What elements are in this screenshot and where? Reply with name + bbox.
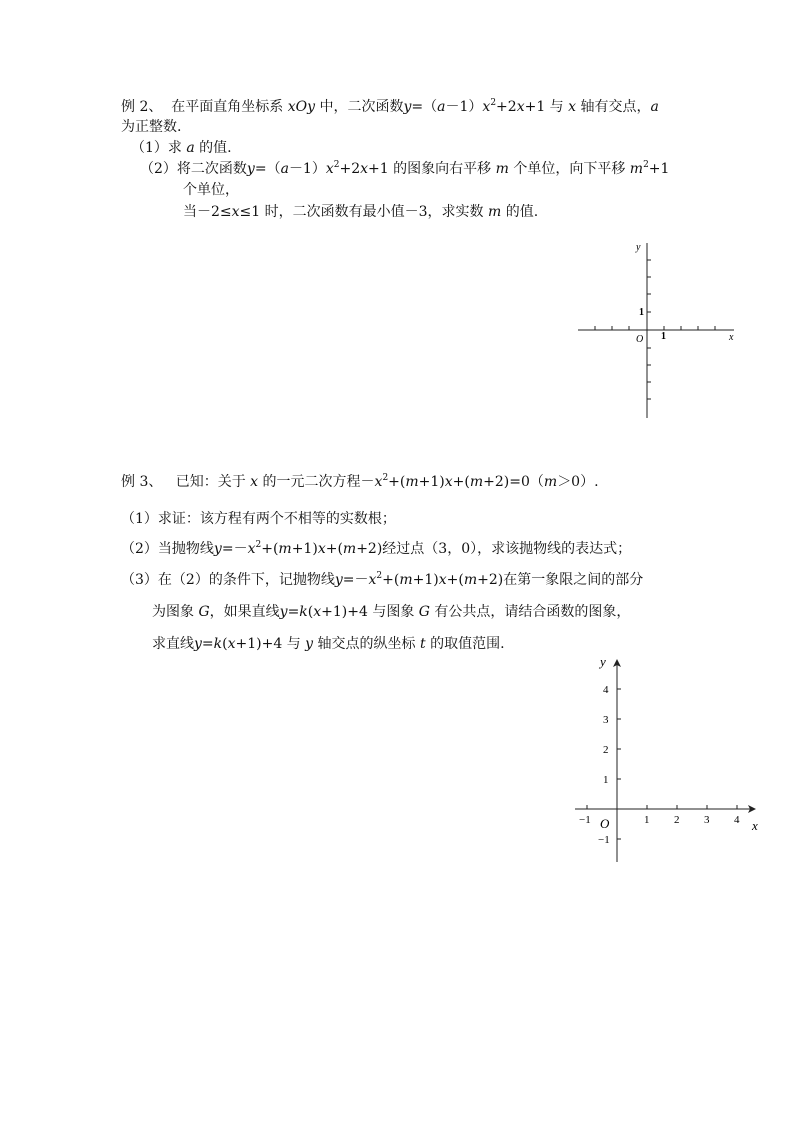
var: k bbox=[299, 604, 308, 620]
ex2-origin-label: O bbox=[636, 334, 644, 345]
var: xOy bbox=[287, 99, 316, 115]
ex3-y-tick-label: 1 bbox=[603, 774, 609, 786]
exp: 2 bbox=[382, 473, 389, 483]
var: x bbox=[444, 474, 453, 490]
var: G bbox=[198, 604, 210, 620]
var: x bbox=[313, 604, 322, 620]
text: = bbox=[201, 636, 214, 652]
var: x bbox=[568, 99, 577, 115]
ex3-y-tick-label: −1 bbox=[598, 834, 610, 846]
text: 在平面直角坐标系 bbox=[171, 99, 288, 115]
var: m bbox=[405, 474, 419, 490]
text: 有公共点，请结合函数的图象， bbox=[429, 604, 631, 620]
ex3-question-3 bbox=[121, 571, 643, 589]
text: （1）求 bbox=[131, 140, 187, 156]
text: （2）当抛物线 bbox=[121, 541, 214, 557]
text: 个单位，向下平移 bbox=[508, 161, 630, 177]
ex3-origin-label: O bbox=[600, 816, 610, 831]
ex3-question-1: （1）求证：该方程有两个不相等的实数根； bbox=[121, 511, 396, 527]
var: m bbox=[469, 474, 484, 490]
var: y bbox=[246, 161, 255, 177]
var: x bbox=[368, 572, 377, 588]
text: （3）在（2）的条件下，记抛物线 bbox=[121, 572, 335, 588]
text: +1 bbox=[648, 161, 670, 177]
ex3-y-tick-label: 2 bbox=[603, 744, 609, 756]
text: 轴交点的纵坐标 bbox=[313, 636, 420, 652]
text: +2)=0（ bbox=[483, 474, 544, 490]
text: +( bbox=[261, 541, 279, 557]
text: 轴有交点， bbox=[576, 99, 651, 115]
text: +1)+4 与图象 bbox=[321, 604, 419, 620]
text: 求直线 bbox=[152, 636, 194, 652]
text: 的值. bbox=[501, 204, 539, 220]
ex2-question-2 bbox=[140, 160, 669, 178]
var: y bbox=[213, 541, 222, 557]
ex2-y-label: y bbox=[636, 242, 641, 253]
ex2-line-1 bbox=[121, 98, 659, 116]
ex2-x-one-label: 1 bbox=[661, 331, 666, 342]
text: 的一元二次方程－ bbox=[258, 474, 375, 490]
ex3-x-tick-label: 3 bbox=[704, 814, 710, 826]
text: ≤1 时，二次函数有最小值－3，求实数 bbox=[239, 204, 488, 220]
var: a bbox=[650, 99, 659, 115]
ex3-y-label: y bbox=[600, 654, 606, 669]
var: x bbox=[325, 161, 334, 177]
ex3-y-tick-label: 3 bbox=[603, 714, 609, 726]
text: +2)经过点（3，0），求该抛物线的表达式； bbox=[356, 541, 632, 557]
text: =－ bbox=[221, 541, 248, 557]
ex2-label: 例 2、 bbox=[121, 99, 163, 115]
var: y bbox=[403, 99, 412, 115]
var: a bbox=[186, 140, 195, 156]
ex3-question-3-cont-1 bbox=[152, 603, 630, 621]
var: m bbox=[399, 572, 413, 588]
ex2-line-2: 为正整数. bbox=[121, 119, 182, 135]
text: ＞0）. bbox=[557, 474, 599, 490]
text: +1)+4 与 bbox=[235, 636, 306, 652]
var: a bbox=[280, 161, 289, 177]
text: +( bbox=[446, 572, 464, 588]
text: +( bbox=[452, 474, 470, 490]
ex3-line-1 bbox=[121, 473, 599, 491]
var: x bbox=[227, 636, 236, 652]
exp: 2 bbox=[490, 98, 497, 108]
text: 中，二次函数 bbox=[315, 99, 404, 115]
text: 的取值范围. bbox=[425, 636, 505, 652]
var: x bbox=[516, 99, 525, 115]
text: +2)在第一象限之间的部分 bbox=[477, 572, 644, 588]
text: =－ bbox=[342, 572, 369, 588]
text: 为图象 bbox=[152, 604, 199, 620]
text: = bbox=[287, 604, 300, 620]
ex3-x-tick-label: 2 bbox=[674, 814, 680, 826]
ex3-x-tick-label: −1 bbox=[579, 814, 591, 826]
exp: 2 bbox=[333, 160, 340, 170]
exp: 2 bbox=[255, 540, 262, 550]
text: +1 与 bbox=[524, 99, 569, 115]
var: a bbox=[437, 99, 446, 115]
exp: 2 bbox=[376, 571, 383, 581]
var: y bbox=[305, 636, 314, 652]
var: x bbox=[374, 474, 383, 490]
ex3-label: 例 3、 bbox=[121, 474, 163, 490]
var: t bbox=[419, 636, 426, 652]
ex3-y-tick-label: 4 bbox=[603, 684, 609, 696]
text: 的值. bbox=[194, 140, 232, 156]
ex2-question-2-condition bbox=[183, 203, 538, 221]
text: （2）将二次函数 bbox=[140, 161, 247, 177]
var: m bbox=[463, 572, 478, 588]
text: ( bbox=[307, 604, 314, 620]
var: x bbox=[438, 572, 447, 588]
text: +1) bbox=[291, 541, 318, 557]
var: x bbox=[247, 541, 256, 557]
text: +( bbox=[388, 474, 406, 490]
text: +1 的图象向右平移 bbox=[368, 161, 496, 177]
ex2-question-1 bbox=[131, 139, 232, 157]
text: +( bbox=[382, 572, 400, 588]
text: +1) bbox=[412, 572, 439, 588]
ex2-x-label: x bbox=[729, 332, 734, 343]
var: m bbox=[495, 161, 509, 177]
var: x bbox=[231, 204, 240, 220]
var: k bbox=[213, 636, 223, 652]
text: ，如果直线 bbox=[209, 604, 280, 620]
var: y bbox=[279, 604, 288, 620]
text: +2 bbox=[496, 99, 517, 115]
text: ( bbox=[222, 636, 228, 652]
var: G bbox=[418, 604, 430, 620]
text: －1） bbox=[288, 161, 326, 177]
text: =（ bbox=[254, 161, 281, 177]
var: y bbox=[334, 572, 343, 588]
text: 已知：关于 bbox=[175, 474, 251, 490]
text: +2 bbox=[339, 161, 361, 177]
text: －1） bbox=[445, 99, 483, 115]
ex2-question-2-cont: 个单位， bbox=[183, 182, 239, 198]
var: x bbox=[360, 161, 369, 177]
ex3-x-tick-label: 4 bbox=[734, 814, 740, 826]
ex2-y-one-label: 1 bbox=[639, 307, 644, 318]
ex3-x-label: x bbox=[752, 818, 758, 833]
ex3-x-tick-label: 1 bbox=[644, 814, 650, 826]
ex3-question-2 bbox=[121, 540, 631, 558]
var: m bbox=[278, 541, 292, 557]
var: x bbox=[317, 541, 326, 557]
text: 当－2≤ bbox=[183, 204, 232, 220]
var: m bbox=[543, 474, 558, 490]
text: =（ bbox=[411, 99, 438, 115]
text: +( bbox=[325, 541, 343, 557]
var: x bbox=[250, 474, 259, 490]
ex3-question-3-cont-2 bbox=[152, 635, 505, 653]
var: m bbox=[342, 541, 357, 557]
var: x bbox=[482, 99, 491, 115]
exp: 2 bbox=[643, 160, 649, 170]
text: +1) bbox=[418, 474, 445, 490]
var: m bbox=[629, 161, 644, 177]
var: m bbox=[488, 204, 502, 220]
var: y bbox=[194, 636, 202, 652]
